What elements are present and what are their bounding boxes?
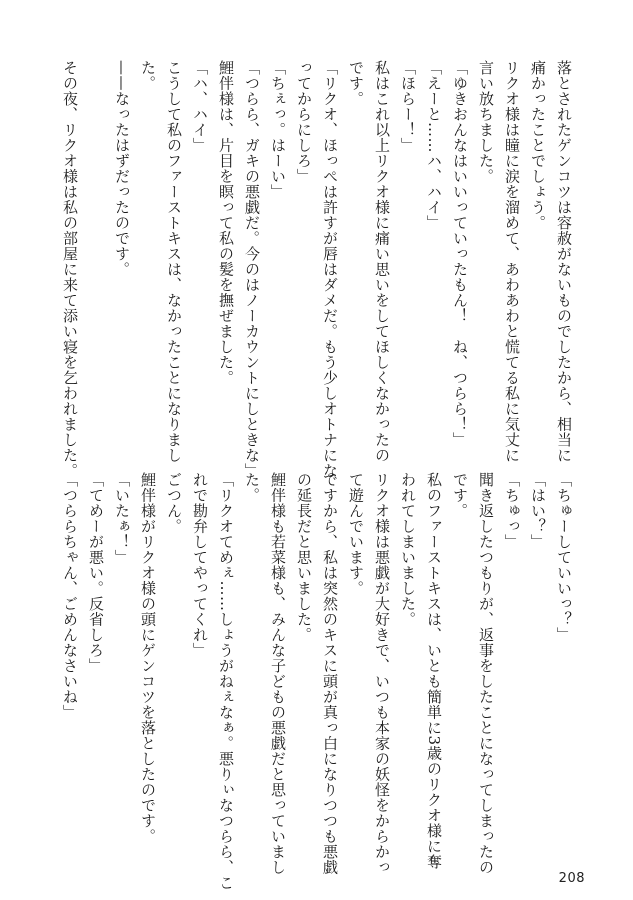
text-line: 落とされたゲンコツは容赦がないものでしたから、相当に: [555, 60, 573, 463]
text-line: 「リクオ、ほっぺは許すが唇はダメだ。もう少しオトナにな: [321, 60, 339, 479]
text-block-upper: [57, 60, 577, 479]
text-line: 「ちぇっ。はーい」: [269, 60, 287, 200]
text-line: 「つららちゃん、ごめんなさいね」: [61, 472, 79, 720]
text-line: 「つらら、ガキの悪戯だ。今のはノーカウントにしときな」: [243, 60, 261, 479]
text-line: た。: [243, 472, 261, 503]
text-line: リクオ様は悪戯が大好きで、いつも本家の妖怪をからかっ: [373, 472, 391, 875]
text-line: 私のファーストキスは、いとも簡単に3歳のリクオ様に奪: [425, 472, 443, 870]
text-line: ってからにしろ」: [295, 60, 313, 184]
text-line: 「てめーが悪い。反省しろ」: [87, 472, 105, 674]
text-line: 鯉伴様がリクオ様の頭にゲンコツを落としたのです。: [139, 472, 157, 844]
text-line: ごつん。: [165, 472, 183, 534]
text-line: 「ちゅっ」: [503, 472, 521, 550]
text-line: 「えーと……ハ、ハイ」: [425, 60, 443, 231]
text-line: リクオ様は瞳に涙を溜めて、あわあわと慌てる私に気丈に: [503, 60, 521, 463]
text-line: こうして私のファーストキスは、なかったことになりまし: [165, 60, 183, 463]
text-line: 言い放ちました。: [477, 60, 495, 184]
text-line: の延長だと思いました。: [295, 472, 313, 643]
text-line: 「リクオてめぇ……しょうがねぇなぁ。悪りぃなつらら、こ: [217, 472, 235, 891]
blank-line: [83, 60, 109, 440]
text-line: た。: [139, 60, 157, 91]
page-number: 208: [558, 871, 585, 886]
text-line: 聞き返したつもりが、返事をしたことになってしまったの: [477, 472, 495, 875]
text-line: 鯉伴様も若菜様も、みんな子どもの悪戯だと思っていまし: [269, 472, 287, 875]
text-line: 「はい？」: [529, 472, 547, 550]
text-line: 痛かったことでしょう。: [529, 60, 547, 231]
text-line: その夜、リクオ様は私の部屋に来て添い寝を乞われました。: [61, 60, 79, 479]
text-line: 「ほらー！」: [399, 60, 417, 153]
text-line: ですから、私は突然のキスに頭が真っ白になりつつも悪戯: [321, 472, 339, 875]
text-line: 「いたぁ！」: [113, 472, 131, 565]
text-line: 私はこれ以上リクオ様に痛い思いをしてほしくなかったの: [373, 60, 391, 463]
text-line: 「ゆきおんなはいいっていったもん！ ね、つらら！」: [451, 60, 469, 448]
text-line: です。: [347, 60, 365, 107]
text-line: ——なったはずだったのです。: [113, 60, 131, 277]
text-line: 鯉伴様は、片目を瞑って私の髪を撫ぜました。: [217, 60, 235, 386]
text-line: われてしまいました。: [399, 472, 417, 627]
text-line: 「ハ、ハイ」: [191, 60, 209, 153]
text-line: れで勘弁してやってくれ」: [191, 472, 209, 658]
text-line: 「ちゅーしていいっ？」: [555, 472, 573, 643]
text-line: て遊んでいます。: [347, 472, 365, 596]
text-line: です。: [451, 472, 469, 519]
